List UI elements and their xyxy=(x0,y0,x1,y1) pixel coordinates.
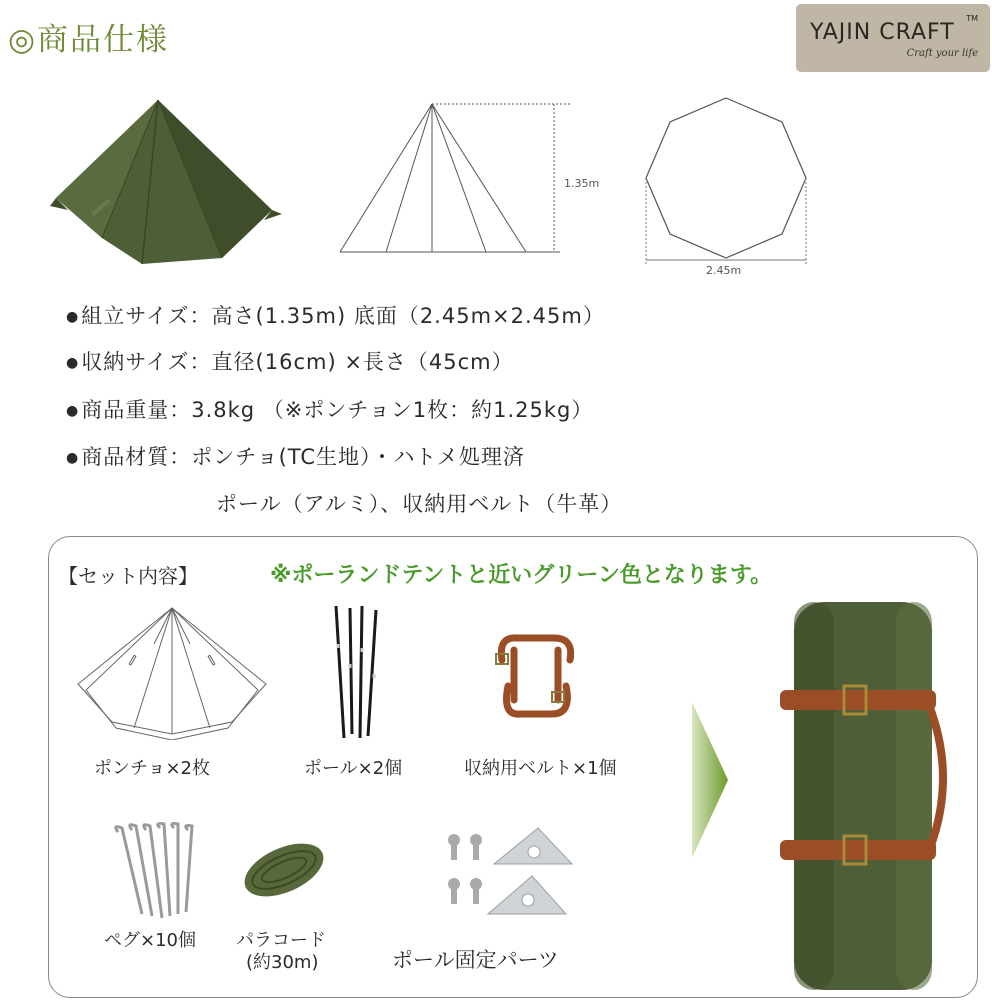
spec-storage-size xyxy=(66,346,514,376)
spec-text: 商品材質：ポンチョ(TC生地）・ハトメ処理済 xyxy=(81,445,525,469)
item-caption-pegs: ペグ×10個 xyxy=(104,930,196,951)
set-contents-title: 【セット内容】 xyxy=(58,564,198,588)
pole-fixing-parts-illustration xyxy=(440,822,590,922)
width-label: 2.45m xyxy=(706,264,742,277)
packed-tent-photo xyxy=(780,598,954,994)
spec-material xyxy=(66,441,525,471)
bullet-icon: ● xyxy=(66,309,80,325)
spec-material-continued: ポール（アルミ）、収納用ベルト（牛革） xyxy=(216,492,623,516)
bullet-icon: ● xyxy=(66,450,80,466)
bullet-icon: ● xyxy=(66,355,80,371)
spec-weight xyxy=(66,394,593,424)
spec-text: 組立サイズ：高さ(1.35m) 底面（2.45m×2.45m） xyxy=(81,304,605,328)
item-caption-pole-fixing-parts: ポール固定パーツ xyxy=(392,948,559,972)
item-caption-poncho: ポンチョ×2枚 xyxy=(94,758,210,779)
bullet-icon: ● xyxy=(66,403,80,419)
paracord-illustration xyxy=(236,834,332,906)
spec-assembled-size xyxy=(66,300,605,330)
peg-illustration xyxy=(112,822,212,922)
logo-trademark: TM xyxy=(966,14,978,23)
poncho-illustration xyxy=(72,604,272,740)
brand-logo xyxy=(796,4,990,72)
tent-photo xyxy=(50,98,290,270)
item-caption-paracord: パラコード xyxy=(236,930,326,951)
belt-illustration xyxy=(488,630,584,726)
color-note: ※ポーランドテントと近いグリーン色となります。 xyxy=(270,563,773,588)
item-caption-paracord-length: (約30m) xyxy=(246,952,319,973)
page-title: ◎商品仕様 xyxy=(8,22,170,58)
pole-illustration xyxy=(326,604,386,740)
logo-wordmark: YAJIN CRAFT xyxy=(810,20,955,45)
spec-text: 収納サイズ：直径(16cm) ×長さ（45cm） xyxy=(81,350,514,374)
spec-text: 商品重量：3.8kg （※ポンチョン1枚：約1.25kg） xyxy=(81,398,594,422)
tent-floor-diagram xyxy=(636,94,816,274)
item-caption-poles: ポール×2個 xyxy=(304,758,403,779)
tent-side-diagram xyxy=(330,94,580,264)
height-label: 1.35m xyxy=(564,177,600,190)
logo-tagline: Craft your life xyxy=(906,48,978,59)
arrow-right-icon xyxy=(690,700,730,860)
item-caption-belt: 収納用ベルト×1個 xyxy=(464,758,617,779)
